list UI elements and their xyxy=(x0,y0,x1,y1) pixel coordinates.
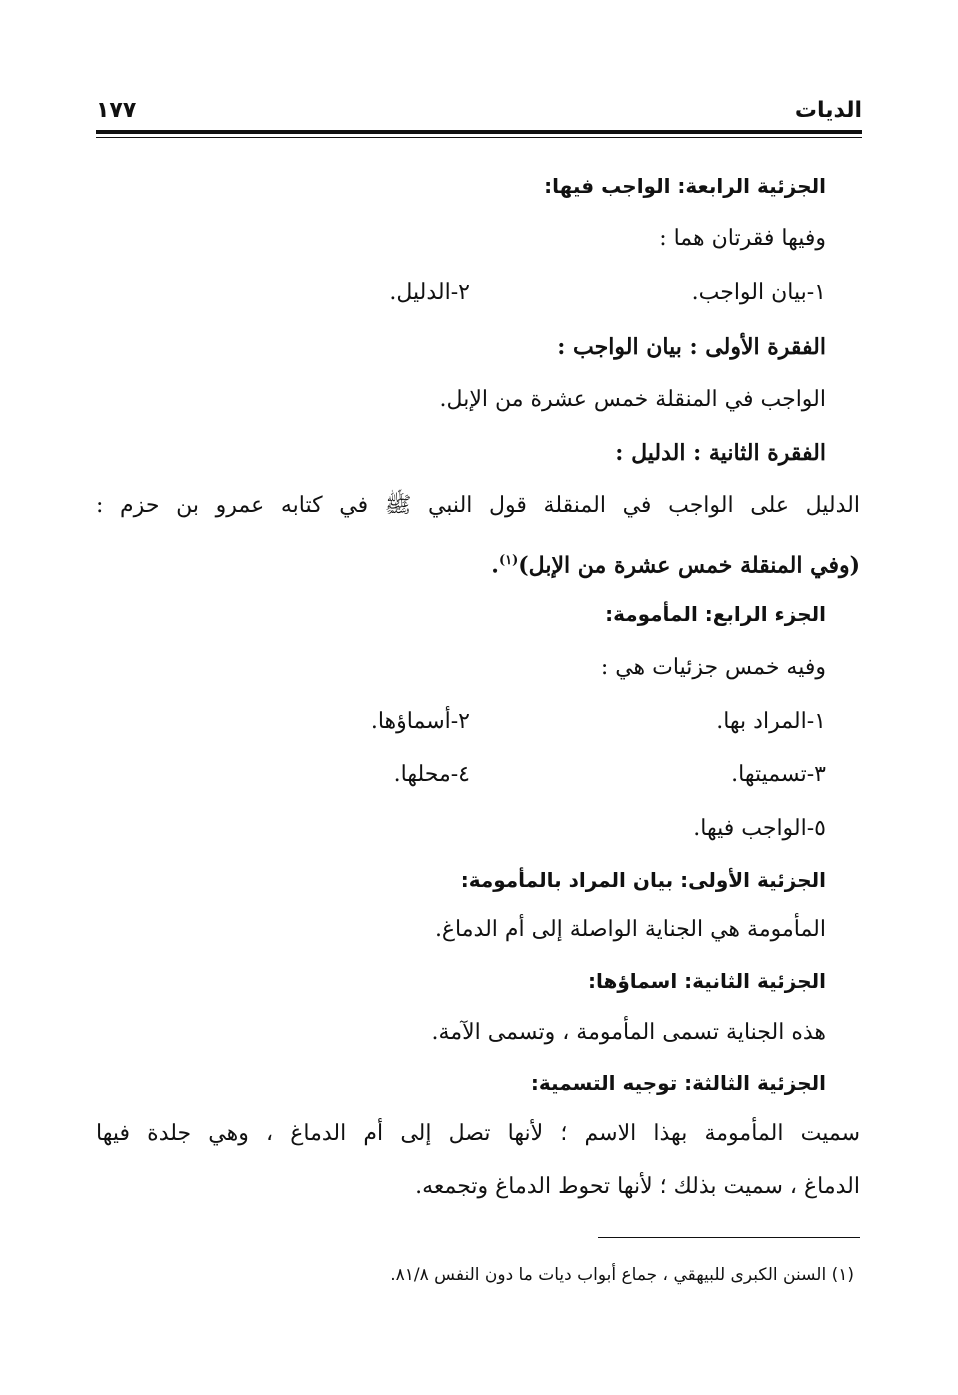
quote-text: (وفي المنقلة خمس عشرة من الإبل) xyxy=(518,552,860,579)
paragraph: الواجب في المنقلة خمس عشرة من الإبل. xyxy=(439,387,826,412)
hadith-quote xyxy=(491,545,860,581)
header-rule-thin xyxy=(96,137,862,138)
subsection-heading: الجزئية الرابعة: الواجب فيها: xyxy=(544,174,826,198)
section-heading: الجزء الرابع: المأمومة: xyxy=(605,602,826,626)
running-title: الديات xyxy=(794,98,862,123)
paragraph: الدماغ ، سميت بذلك ؛ لأنها تحوط الدماغ وتجمعه. xyxy=(415,1174,860,1199)
paragraph-heading: الفقرة الأولى : بيان الواجب : xyxy=(557,334,826,360)
footnote: (١) السنن الكبرى للبيهقي ، جماع أبواب ديات ما دون النفس ٨١/٨. xyxy=(390,1265,854,1285)
subsection-heading: الجزئية الأولى: بيان المراد بالمأمومة: xyxy=(460,868,826,892)
list-item: ١-المراد بها. xyxy=(716,709,826,734)
paragraph: المأمومة هي الجناية الواصلة إلى أم الدماغ. xyxy=(434,917,826,942)
paragraph-heading: الفقرة الثانية : الدليل : xyxy=(615,440,826,466)
paragraph: وفيه خمس جزئيات هي : xyxy=(600,655,826,680)
list-item: ٢-أسماؤها. xyxy=(370,709,470,734)
paragraph: هذه الجناية تسمى المأمومة ، وتسمى الآمة. xyxy=(431,1020,826,1045)
list-item: ٣-تسميتها. xyxy=(731,762,826,787)
subsection-heading: الجزئية الثالثة: توجيه التسمية: xyxy=(530,1071,826,1095)
list-item: ٢-الدليل. xyxy=(389,280,470,305)
list-item: ٤-محلها. xyxy=(393,762,470,787)
header-rule-thick xyxy=(96,130,862,134)
paragraph: سميت المأمومة بهذا الاسم ؛ لأنها تصل إلى أم الدماغ ، وهي جلدة فيها xyxy=(96,1121,860,1146)
page-number: ١٧٧ xyxy=(96,98,137,123)
list-item: ٥-الواجب فيها. xyxy=(693,816,826,841)
footnote-separator xyxy=(598,1237,860,1238)
list-item: ١-بيان الواجب. xyxy=(691,280,826,305)
page-header xyxy=(96,92,862,132)
subsection-heading: الجزئية الثانية: اسماؤها: xyxy=(587,969,826,993)
paragraph: الدليل على الواجب في المنقلة قول النبي ﷺ في كتابه عمرو بن حزم : xyxy=(96,493,860,518)
quote-end: . xyxy=(491,552,499,579)
footnote-ref: (١) xyxy=(498,553,519,568)
paragraph: وفيها فقرتان هما : xyxy=(659,226,826,251)
